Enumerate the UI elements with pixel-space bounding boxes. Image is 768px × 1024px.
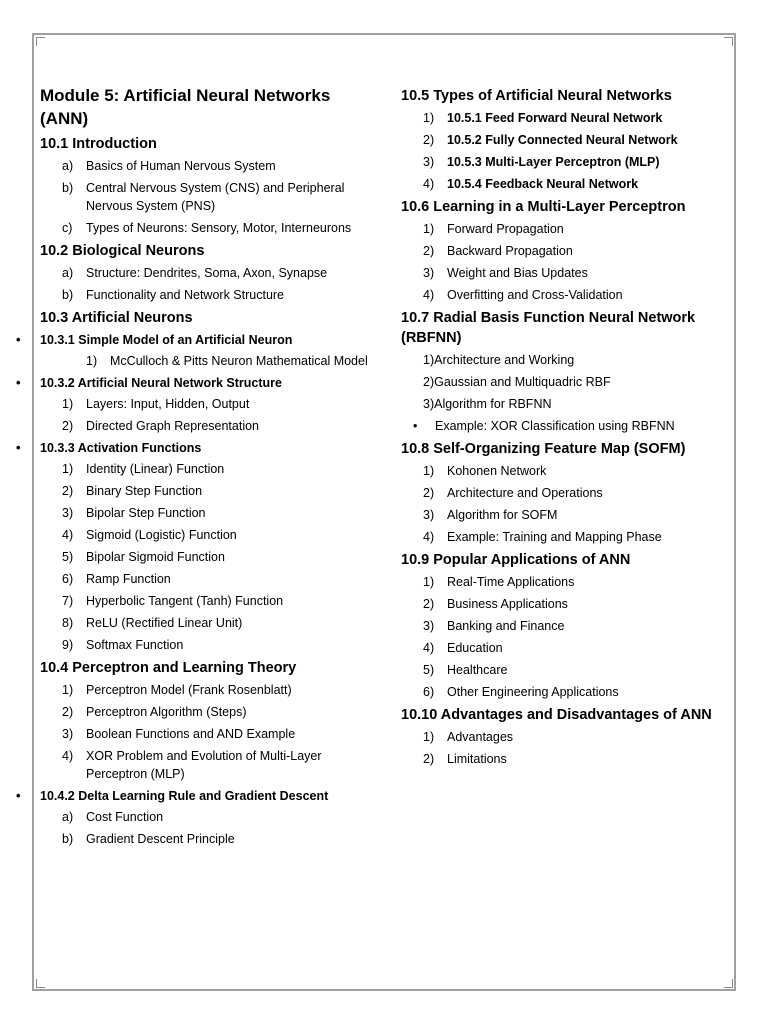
list-item: 4) 10.5.4 Feedback Neural Network bbox=[423, 177, 639, 191]
subsection-heading: • 10.3.3 Activation Functions bbox=[16, 440, 202, 455]
list-item: 6) Other Engineering Applications bbox=[423, 685, 619, 699]
list-item: 3) Boolean Functions and AND Example bbox=[62, 727, 296, 741]
left-column bbox=[16, 84, 380, 852]
list-item: 1) McCulloch & Pitts Neuron Mathematical Model bbox=[86, 354, 368, 368]
list-item: 4) XOR Problem and Evolution of Multi-Layer Perceptron (MLP) bbox=[62, 749, 322, 781]
subsection-heading: • 10.4.2 Delta Learning Rule and Gradient Descent bbox=[16, 788, 329, 803]
module-title: Module 5: Artificial Neural Networks (ANN) bbox=[40, 86, 331, 128]
section-heading: 10.4 Perceptron and Learning Theory bbox=[40, 660, 297, 676]
list-item: a) Cost Function bbox=[62, 810, 164, 824]
section-heading: 10.10 Advantages and Disadvantages of ANN bbox=[401, 707, 712, 723]
list-item: 1) Perceptron Model (Frank Rosenblatt) bbox=[62, 683, 292, 697]
section-heading: 10.5 Types of Artificial Neural Networks bbox=[401, 88, 672, 104]
list-item: 3) Banking and Finance bbox=[423, 619, 565, 633]
corner-mark bbox=[36, 37, 45, 46]
list-item: 2) Architecture and Operations bbox=[423, 486, 603, 500]
list-item: 2)Gaussian and Multiquadric RBF bbox=[423, 375, 611, 389]
corner-mark bbox=[724, 37, 733, 46]
list-item: 2) Directed Graph Representation bbox=[62, 419, 260, 433]
list-item: 2) Perceptron Algorithm (Steps) bbox=[62, 705, 247, 719]
right-column bbox=[401, 84, 721, 772]
corner-mark bbox=[36, 979, 45, 988]
list-item: 3) Algorithm for SOFM bbox=[423, 508, 558, 522]
list-item: 3) 10.5.3 Multi-Layer Perceptron (MLP) bbox=[423, 155, 660, 169]
list-item: 2) Limitations bbox=[423, 752, 507, 766]
list-item: 3)Algorithm for RBFNN bbox=[423, 397, 552, 411]
list-item: 2) Binary Step Function bbox=[62, 484, 203, 498]
section-heading: 10.1 Introduction bbox=[40, 136, 157, 152]
list-item: 5) Bipolar Sigmoid Function bbox=[62, 550, 225, 564]
list-item: 1) Layers: Input, Hidden, Output bbox=[62, 397, 250, 411]
list-item: 2) Business Applications bbox=[423, 597, 568, 611]
list-item: • Example: XOR Classification using RBFNN bbox=[413, 419, 675, 433]
corner-mark bbox=[724, 979, 733, 988]
list-item: 2) 10.5.2 Fully Connected Neural Network bbox=[423, 133, 678, 147]
list-item: a) Structure: Dendrites, Soma, Axon, Synapse bbox=[62, 266, 328, 280]
section-heading: 10.8 Self-Organizing Feature Map (SOFM) bbox=[401, 441, 686, 457]
list-item: a) Basics of Human Nervous System bbox=[62, 159, 276, 173]
list-item: 5) Healthcare bbox=[423, 663, 508, 677]
section-heading: 10.3 Artificial Neurons bbox=[40, 310, 193, 326]
list-item: 1) Identity (Linear) Function bbox=[62, 462, 225, 476]
list-item: 4) Sigmoid (Logistic) Function bbox=[62, 528, 237, 542]
list-item: 1) Forward Propagation bbox=[423, 222, 564, 236]
subsection-heading: • 10.3.2 Artificial Neural Network Structure bbox=[16, 375, 282, 390]
subsection-heading: • 10.3.1 Simple Model of an Artificial Neuron bbox=[16, 332, 293, 347]
list-item: 1) 10.5.1 Feed Forward Neural Network bbox=[423, 111, 663, 125]
section-heading: 10.7 Radial Basis Function Neural Network (RBFNN) bbox=[401, 310, 696, 346]
list-item: 8) ReLU (Rectified Linear Unit) bbox=[62, 616, 243, 630]
list-item: 2) Backward Propagation bbox=[423, 244, 573, 258]
section-heading: 10.6 Learning in a Multi-Layer Perceptron bbox=[401, 199, 686, 215]
section-heading: 10.9 Popular Applications of ANN bbox=[401, 552, 631, 568]
list-item: 1)Architecture and Working bbox=[423, 353, 575, 367]
list-item: 1) Advantages bbox=[423, 730, 514, 744]
list-item: 4) Example: Training and Mapping Phase bbox=[423, 530, 662, 544]
list-item: b) Gradient Descent Principle bbox=[62, 832, 235, 846]
section-heading: 10.2 Biological Neurons bbox=[40, 243, 205, 259]
list-item: b) Functionality and Network Structure bbox=[62, 288, 285, 302]
list-item: c) Types of Neurons: Sensory, Motor, Interneurons bbox=[62, 221, 352, 235]
list-item: 6) Ramp Function bbox=[62, 572, 171, 586]
list-item: 1) Real-Time Applications bbox=[423, 575, 575, 589]
list-item: 3) Bipolar Step Function bbox=[62, 506, 206, 520]
list-item: 3) Weight and Bias Updates bbox=[423, 266, 588, 280]
list-item: 4) Education bbox=[423, 641, 503, 655]
list-item: b) Central Nervous System (CNS) and Peripheral Nervous System (PNS) bbox=[62, 181, 345, 213]
list-item: 1) Kohonen Network bbox=[423, 464, 547, 478]
list-item: 9) Softmax Function bbox=[62, 638, 184, 652]
list-item: 4) Overfitting and Cross-Validation bbox=[423, 288, 623, 302]
list-item: 7) Hyperbolic Tangent (Tanh) Function bbox=[62, 594, 284, 608]
